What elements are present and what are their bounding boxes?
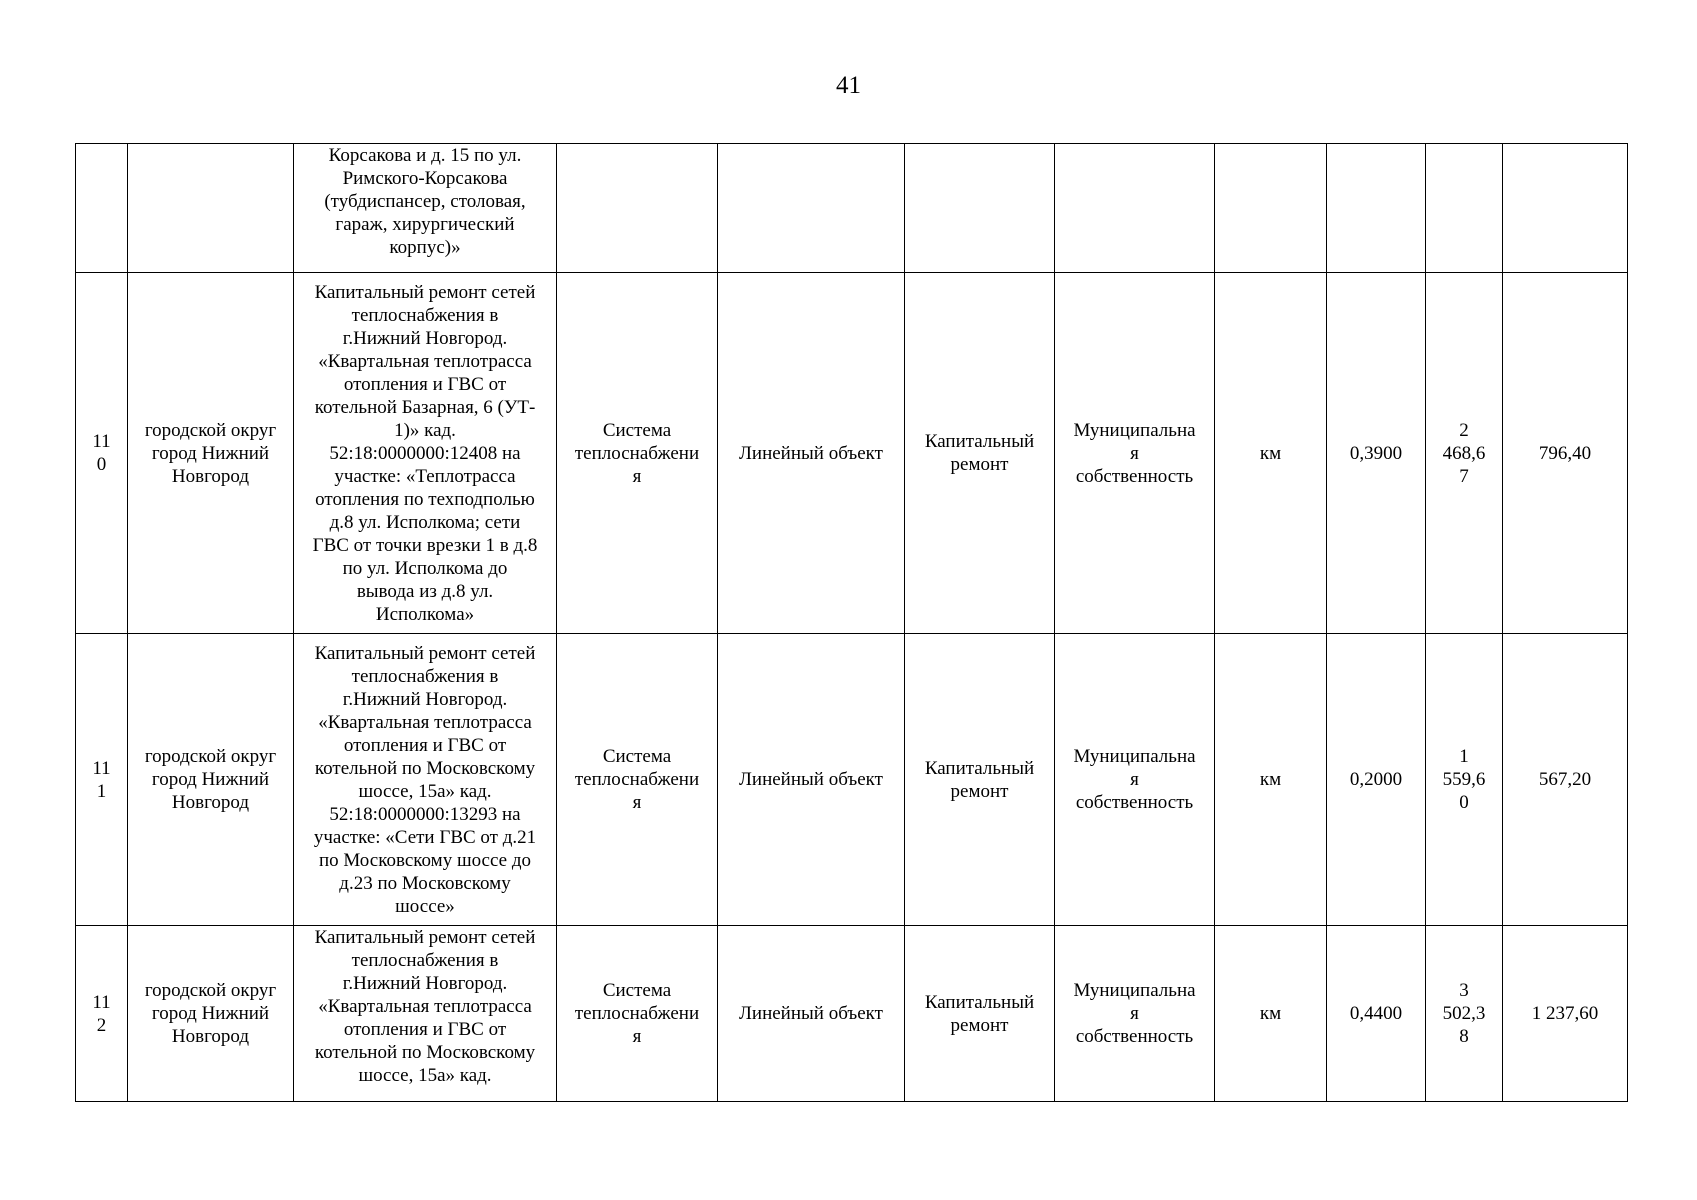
row-number [76,273,128,634]
description-cell-line: д.8 ул. Исполкома; сети [329,511,521,533]
cost-total-cell [1426,273,1503,634]
description-cell-line: «Квартальная теплотрасса [318,996,532,1017]
description-cell-line: участке: «Теплотрасса [334,465,516,487]
work-type-cell [905,144,1055,273]
row-number [76,634,128,926]
unit-cell: км [1215,926,1327,1102]
system-cell-line: теплоснабжени [574,442,700,464]
cost-total-cell-line: 468,6 [1442,442,1486,464]
description-cell-line: отопления по техподполью [315,488,535,510]
unit-cell [1215,144,1327,273]
table-body [76,144,1628,1102]
row-number-line: 11 [92,991,111,1013]
district-cell-line: городской округ [144,419,277,441]
description-cell-line: «Квартальная теплотрасса [318,711,532,733]
description-cell-line: по Московскому шоссе до [318,849,532,871]
description-cell-line: д.23 по Московскому [339,872,511,894]
object-type-cell: Линейный объект [718,634,905,926]
description-cell-line: 52:18:0000000:13293 на [329,803,521,825]
description-cell-line: Капитальный ремонт сетей [314,642,536,664]
district-cell-line: город Нижний [151,442,270,464]
description-cell-line: шоссе, 15а» кад. [358,780,492,802]
ownership-cell-line: Муниципальна [1073,980,1196,1001]
system-cell [557,634,718,926]
description-cell-line: Капитальный ремонт сетей [314,927,536,948]
row-number [76,144,128,273]
district-cell [128,273,294,634]
description-cell-line: г.Нижний Новгород. [342,327,508,349]
system-cell-line: теплоснабжени [574,1003,700,1024]
description-cell-line: теплоснабжения в [351,304,499,326]
cost-total-cell-line: 8 [1459,1026,1469,1047]
description-cell-line: шоссе» [395,895,455,917]
cost-part-cell: 1 237,60 [1503,926,1628,1102]
cost-total-cell [1426,926,1503,1102]
cost-total-cell-line: 1 [1459,746,1469,767]
ownership-cell-line: я [1130,442,1139,464]
cost-part-cell [1503,144,1628,273]
unit-cell: км [1215,634,1327,926]
table-row [76,273,1628,634]
cost-part-cell: 567,20 [1503,634,1628,926]
ownership-cell-line: собственность [1075,465,1194,487]
ownership-cell-line: собственность [1075,1026,1194,1047]
description-cell [294,634,557,926]
table-row [76,144,1628,273]
work-type-cell-line: ремонт [950,454,1009,475]
cost-total-cell [1426,634,1503,926]
ownership-cell [1055,634,1215,926]
district-cell-line: Новгород [171,465,250,487]
work-type-cell [905,634,1055,926]
description-cell-line: теплоснабжения в [351,950,499,971]
work-type-cell [905,926,1055,1102]
description-cell-line: по ул. Исполкома до [342,557,508,579]
district-cell-line: город Нижний [151,769,270,790]
object-type-cell: Линейный объект [718,273,905,634]
district-cell [128,144,294,273]
page-number: 41 [836,72,861,99]
description-cell-line: 52:18:0000000:12408 на [329,442,521,464]
works-table [75,143,1628,1102]
description-cell [294,926,557,1102]
ownership-cell-line: Муниципальна [1073,419,1196,441]
district-cell-line: городской округ [144,980,277,1001]
description-cell [294,273,557,634]
description-cell-line: отопления и ГВС от [343,373,507,395]
cost-total-cell-line: 3 [1459,980,1469,1001]
description-cell-line: вывода из д.8 ул. [356,580,494,602]
cost-total-cell-line: 7 [1459,465,1469,487]
description-cell-line: котельной по Московскому [314,1042,536,1063]
system-cell-line: Система [602,980,672,1001]
description-cell [294,144,557,273]
description-cell-line: Корсакова и д. 15 по ул. [328,145,522,166]
cost-total-cell [1426,144,1503,273]
work-type-cell-line: ремонт [950,780,1009,802]
row-number [76,926,128,1102]
row-number-line: 2 [96,1014,107,1036]
object-type-cell: Линейный объект [718,926,905,1102]
system-cell [557,144,718,273]
description-cell-line: отопления и ГВС от [343,1019,507,1040]
description-cell-line: Римского-Корсакова [342,168,508,189]
ownership-cell [1055,926,1215,1102]
cost-part-cell: 796,40 [1503,273,1628,634]
description-cell-line: ГВС от точки врезки 1 в д.8 [312,534,538,556]
length-cell: 0,2000 [1327,634,1426,926]
system-cell-line: я [632,1026,642,1047]
row-number-line: 11 [92,431,111,452]
district-cell-line: Новгород [171,792,250,813]
description-cell-line: г.Нижний Новгород. [342,973,508,994]
description-cell-line: котельной по Московскому [314,757,536,779]
description-cell-line: отопления и ГВС от [343,734,507,756]
description-cell-line: (тубдиспансер, столовая, [324,191,526,212]
cost-total-cell-line: 0 [1459,792,1469,813]
description-cell-line: гараж, хирургический [335,214,515,235]
description-cell-line: теплоснабжения в [351,665,499,687]
description-cell-line: Капитальный ремонт сетей [314,281,536,303]
ownership-cell [1055,144,1215,273]
district-cell [128,634,294,926]
system-cell-line: теплоснабжени [574,769,700,790]
description-cell-line: Исполкома» [375,603,475,625]
district-cell-line: город Нижний [151,1003,270,1024]
length-cell [1327,144,1426,273]
system-cell-line: я [632,792,642,813]
description-cell-line: участке: «Сети ГВС от д.21 [313,826,537,848]
district-cell [128,926,294,1102]
cost-total-cell-line: 559,6 [1442,769,1486,790]
work-type-cell [905,273,1055,634]
work-type-cell-line: Капитальный [924,757,1035,779]
work-type-cell-line: Капитальный [924,431,1035,452]
length-cell: 0,3900 [1327,273,1426,634]
row-number-line: 11 [92,757,111,779]
object-type-cell [718,144,905,273]
description-cell-line: «Квартальная теплотрасса [318,350,532,372]
ownership-cell-line: Муниципальна [1073,746,1196,767]
system-cell-line: Система [602,419,672,441]
unit-cell: км [1215,273,1327,634]
system-cell-line: я [632,465,642,487]
district-cell-line: Новгород [171,1026,250,1047]
district-cell-line: городской округ [144,746,277,767]
description-cell-line: 1)» кад. [394,419,456,441]
row-number-line: 0 [96,454,107,475]
ownership-cell [1055,273,1215,634]
system-cell [557,926,718,1102]
system-cell-line: Система [602,746,672,767]
work-type-cell-line: Капитальный [924,991,1035,1013]
row-number-line: 1 [96,780,107,802]
ownership-cell-line: собственность [1075,792,1194,813]
cost-total-cell-line: 502,3 [1442,1003,1486,1024]
table-row [76,634,1628,926]
description-cell-line: корпус)» [389,237,461,258]
description-cell-line: шоссе, 15а» кад. [358,1065,492,1086]
ownership-cell-line: я [1130,1003,1139,1024]
description-cell-line: котельной Базарная, 6 (УТ- [314,396,536,418]
work-type-cell-line: ремонт [950,1014,1009,1036]
description-cell-line: г.Нижний Новгород. [342,688,508,710]
ownership-cell-line: я [1130,769,1139,790]
system-cell [557,273,718,634]
length-cell: 0,4400 [1327,926,1426,1102]
cost-total-cell-line: 2 [1459,419,1469,441]
table-row [76,926,1628,1102]
